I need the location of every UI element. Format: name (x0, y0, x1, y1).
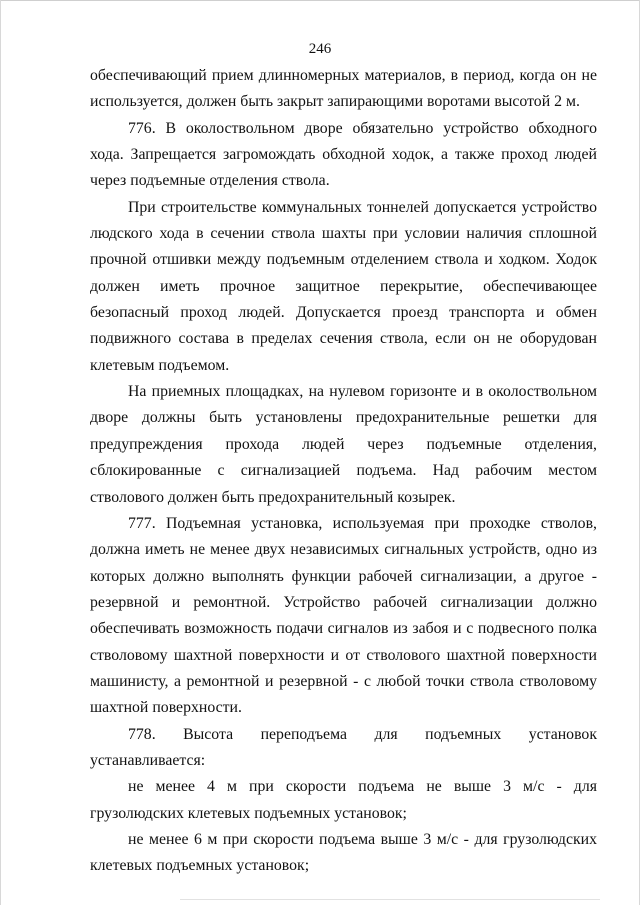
paragraph-778: 778. Высота переподъема для подъемных установок устанавливается: (90, 725, 597, 769)
list-item-6m: не менее 6 м при скорости подъема выше 3 м/с - для грузолюдских клетевых подъемных установок; (90, 830, 597, 875)
document-body (90, 63, 597, 880)
page-edge-left (0, 0, 1, 905)
paragraph-777: 777. Подъемная установка, используемая при проходке стволов, должна иметь не менее двух независимых сигнальных устройств, одно из которых должно выполнять функции рабочей сигнализации, а другое - резервной и ремонтной. Устройство рабочей сигнализации должно обеспечивать возможность подачи сигналов из забоя и с подвесного полка стволовому шахтной поверхности и от стволового шахтной поверхности машинисту, а ремонтной и резервной - с любой точки ствола стволовому шахтной поверхности. (90, 514, 597, 717)
paragraph-continuation: обеспечивающий прием длинномерных материалов, в период, когда он не используется, должен быть закрыт запирающими воротами высотой 2 м. (90, 67, 597, 111)
paragraph-tunnels: При строительстве коммунальных тоннелей допускается устройство людского хода в сечении ствола шахты при условии наличия сплошной прочной отшивки между подъемным отделением ствола и ходком. Ходок должен иметь прочное защитное перекрытие, обеспечивающее безопасный проход людей. Допускается проезд транспорта и обмен подвижного состава в пределах сечения ствола, если он не оборудован клетевым подъемом. (90, 198, 597, 374)
page-edge-bottom (180, 899, 600, 900)
page-edge-top (0, 0, 640, 1)
paragraph-776: 776. В околоствольном дворе обязательно устройство обходного хода. Запрещается загромождать обходной ходок, а также проход людей через подъемные отделения ствола. (90, 119, 597, 190)
list-item-4m: не менее 4 м при скорости подъема не выше 3 м/с - для грузолюдских клетевых подъемных установок; (90, 778, 597, 822)
page-number: 246 (308, 41, 332, 57)
paragraph-receiving-platforms: На приемных площадках, на нулевом горизонте и в околоствольном дворе должны быть установлены предохранительные решетки для предупреждения прохода людей через подъемные отделения, сблокированные с сигнализацией подъема. Над рабочим местом стволового должен быть предохранительный козырек. (90, 383, 597, 506)
